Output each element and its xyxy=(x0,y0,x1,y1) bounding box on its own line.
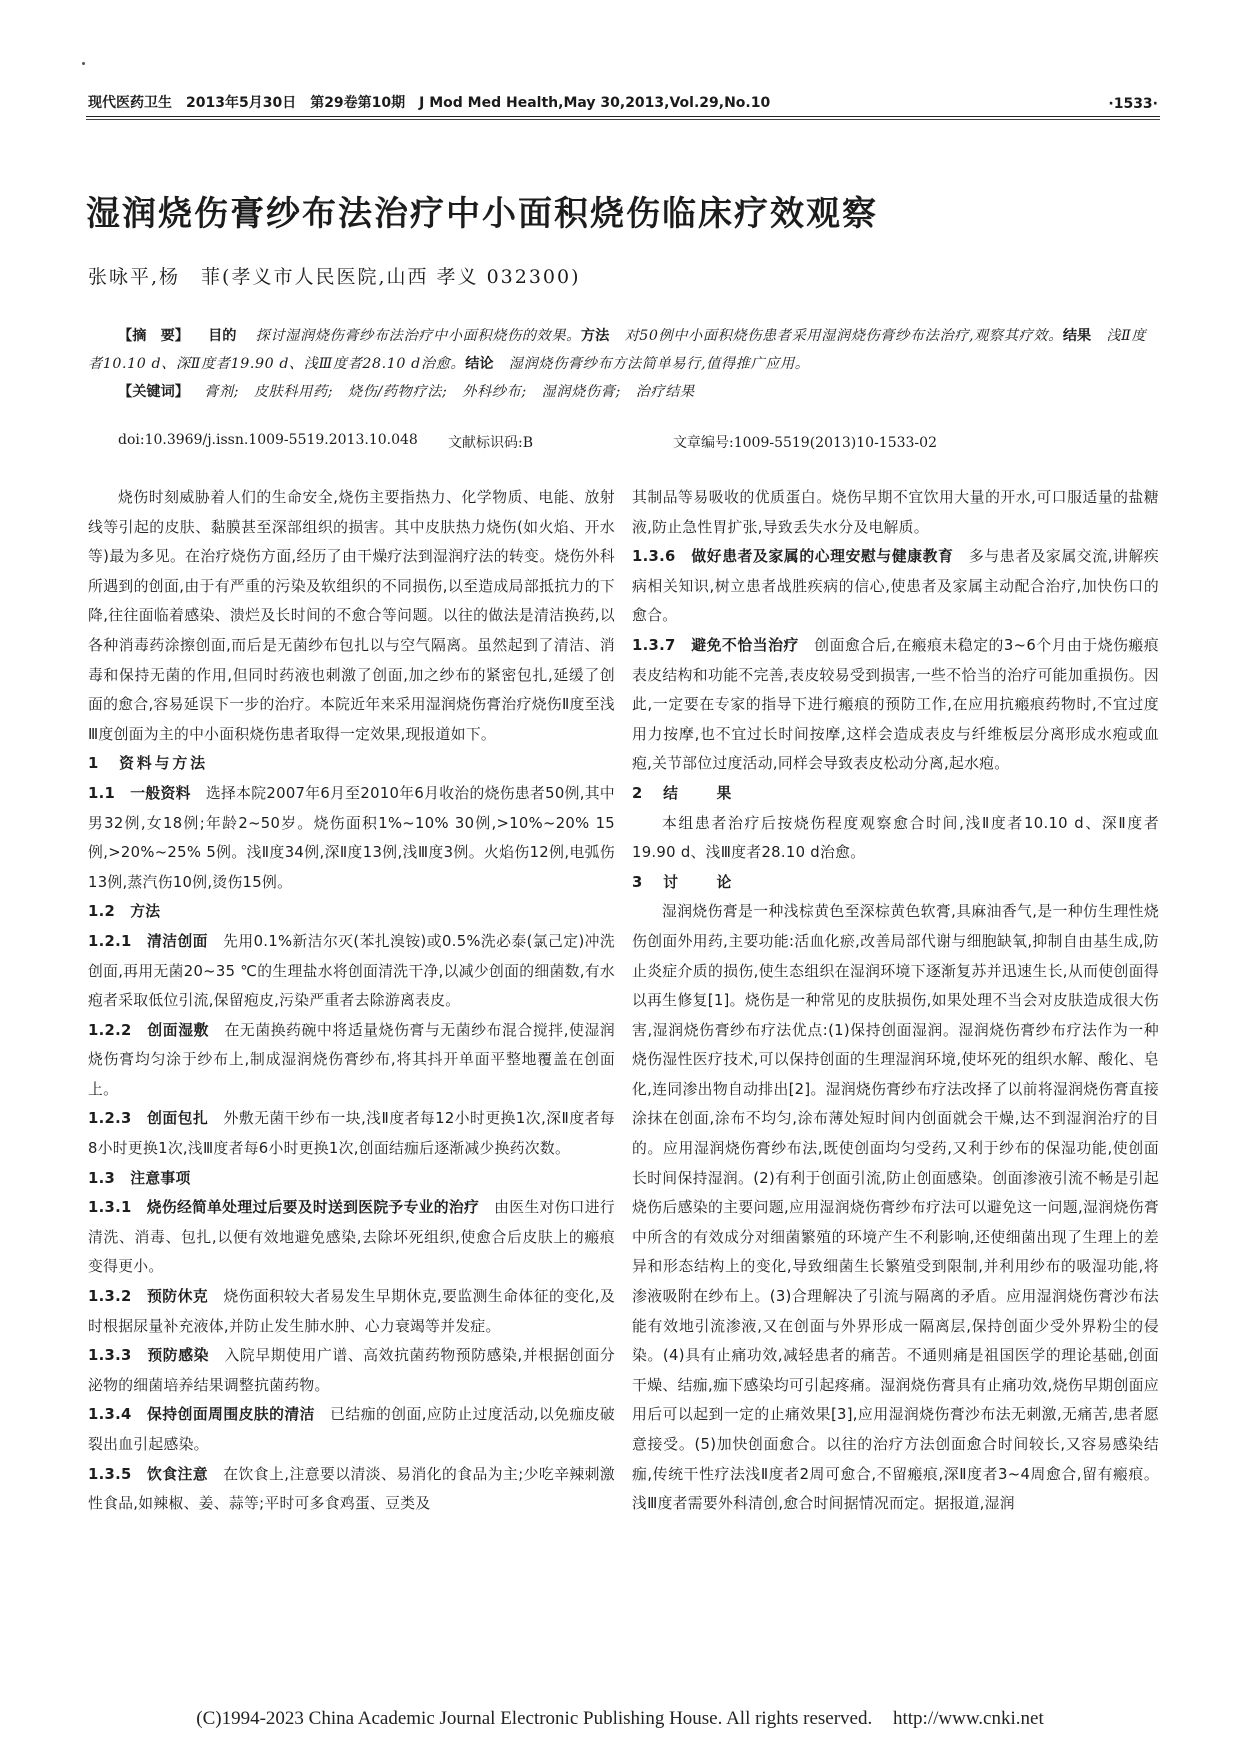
section-1-3-1-heading: 1.3.1 烧伤经简单处理过后要及时送到医院予专业的治疗 xyxy=(88,1199,480,1217)
section-1-3-4-text: 已结痂的创面,应防止过度活动,以免痂皮破裂出血引起感染。 xyxy=(88,1406,615,1453)
section-1-2-2 xyxy=(88,1016,615,1105)
section-1-3-2-heading: 1.3.2 预防休克 xyxy=(88,1288,209,1306)
right-column xyxy=(632,483,1159,1519)
section-1-3-6-text: 多与患者及家属交流,讲解疾病相关知识,树立患者战胜疾病的信心,使患者及家属主动配合治疗,加快伤口的愈合。 xyxy=(632,548,1159,625)
section-1-2-2-heading: 1.2.2 创面湿敷 xyxy=(88,1021,210,1039)
section-1-3-4-heading: 1.3.4 保持创面周围皮肤的清洁 xyxy=(88,1406,315,1424)
method-text: 对50例中小面积烧伤患者采用湿润烧伤膏纱布法治疗,观察其疗效。 xyxy=(624,328,1063,344)
abstract-paragraph xyxy=(88,322,1158,378)
section-1-2-3-heading: 1.2.3 创面包扎 xyxy=(88,1110,209,1128)
objective-text: 探讨湿润烧伤膏纱布法治疗中小面积烧伤的效果。 xyxy=(255,328,581,344)
section-1-3-6 xyxy=(632,542,1159,631)
intro-paragraph: 烧伤时刻威胁着人们的生命安全,烧伤主要指热力、化学物质、电能、放射线等引起的皮肤、黏膜甚至深部组织的损害。其中皮肤热力烧伤(如火焰、开水等)最为多见。在治疗烧伤方面,经历了由干燥疗法到湿润疗法的转变。烧伤外科所遇到的创面,由于有严重的污染及软组织的不同损伤,以至造成局部抵抗力的下降,往往面临着感染、溃烂及长时间的不愈合等问题。以往的做法是清洁换药,以各种消毒药涂擦创面,而后是无菌纱布包扎以与空气隔离。虽然起到了清洁、消毒和保持无菌的作用,但同时药液也刺激了创面,加之纱布的紧密包扎,延缓了创面的愈合,容易延误下一步的治疗。本院近年来采用湿润烧伤膏治疗烧伤Ⅱ度至浅Ⅲ度创面为主的中小面积烧伤患者取得一定效果,现报道如下。 xyxy=(88,489,615,743)
article-number: 文章编号:1009-5519(2013)10-1533-02 xyxy=(673,435,937,451)
section-1-3-7-text: 创面愈合后,在瘢痕未稳定的3~6个月由于烧伤瘢痕表皮结构和功能不完善,表皮较易受到损害,一些不恰当的治疗可能加重损伤。因此,一定要在专家的指导下进行瘢痕的预防工作,在应用抗瘢痕药物时,不宜过度用力按摩,也不宜过长时间按摩,这样会造成表皮与纤维板层分离形成水疱或血疱,关节部位过度活动,同样会导致表皮松动分离,起水疱。 xyxy=(632,636,1159,773)
cnki-url[interactable]: http://www.cnki.net xyxy=(892,1708,1044,1729)
journal-citation: 现代医药卫生 2013年5月30日 第29卷第10期 J Mod Med Health,May 30,2013,Vol.29,No.10 xyxy=(88,95,771,111)
section-1-2-3-text: 外敷无菌干纱布一块,浅Ⅱ度者每12小时更换1次,深Ⅱ度者每8小时更换1次,浅Ⅲ度者每6小时更换1次,创面结痂后逐渐减少换药次数。 xyxy=(88,1110,615,1158)
keywords-paragraph xyxy=(88,378,1158,406)
section-1-3-4 xyxy=(88,1400,615,1459)
section-1-3-3-heading: 1.3.3 预防感染 xyxy=(88,1347,210,1365)
section-3-text: 湿润烧伤膏是一种浅棕黄色至深棕黄色软膏,具麻油香气,是一种仿生理性烧伤创面外用药,主要功能:活血化瘀,改善局部代谢与细胞缺氧,抑制自由基生成,防止炎症介质的损伤,使生态组织在湿润环境下逐渐复苏并迅速生长,从而使创面得以再生修复[1]。烧伤是一种常见的皮肤损伤,如果处理不当会对皮肤造成很大伤害,湿润烧伤膏纱布疗法优点:(1)保持创面湿润。湿润烧伤膏纱布疗法作为一种烧伤湿性医疗技术,可以保持创面的生理湿润环境,使坏死的组织水解、酸化、皂化,连同渗出物自动排出[2]。湿润烧伤膏纱布疗法改择了以前将湿润烧伤膏直接涂抹在创面,涂布不均匀,涂布薄处短时间内创面就会干燥,达不到湿润治疗的目的。应用湿润烧伤膏纱布法,既使创面均匀受药,又利于纱布的保湿功能,使创面长时间保持湿润。(2)有利于创面引流,防止创面感染。创面渗液引流不畅是引起烧伤后感染的主要问题,应用湿润烧伤膏纱布疗法可以避免这一问题,湿润烧伤膏中所含的有效成分对细菌繁殖的环境产生不利影响,还使细菌出现了生理上的差异和形态结构上的变化,导致细菌生长繁殖受到限制,并利用纱布的吸湿功能,将渗液吸附在纱布上。(3)合理解决了引流与隔离的矛盾。应用湿润烧伤膏沙布法能有效地引流渗液,又在创面与外界形成一隔离层,保持创面少受外界粉尘的侵染。(4)具有止痛功效,减轻患者的痛苦。不通则痛是祖国医学的理论基础,创面干燥、结痂,痂下感染均可引起疼痛。湿润烧伤膏具有止痛功效,烧伤早期创面应用后可以起到一定的止痛效果[3],应用湿润烧伤膏沙布法无刺激,无痛苦,患者愿意接受。(5)加快创面愈合。以往的治疗方法创面愈合时间较长,又容易感染结痂,传统干性疗法浅Ⅱ度者2周可愈合,不留瘢痕,深Ⅱ度者3~4周愈合,留有瘢痕。浅Ⅲ度者需要外科清创,愈合时间据情况而定。据报道,湿润 xyxy=(632,903,1159,1513)
header-rule xyxy=(86,116,1160,117)
method-label: 方法 xyxy=(580,328,610,344)
conclusion-label: 结论 xyxy=(465,356,494,372)
doi-text: doi:10.3969/j.issn.1009-5519.2013.10.048 xyxy=(118,432,418,448)
section-1-2-1-heading: 1.2.1 清洁创面 xyxy=(88,932,208,950)
continued-paragraph: 其制品等易吸收的优质蛋白。烧伤早期不宜饮用大量的开水,可口服适量的盐糖液,防止急性胃扩张,导致丢失水分及电解质。 xyxy=(632,489,1159,536)
section-1-3-7-heading: 1.3.7 避免不恰当治疗 xyxy=(632,636,799,654)
section-1-3-2-text: 烧伤面积较大者易发生早期休克,要监测生命体征的变化,及时根据尿量补充液体,并防止发生肺水肿、心力衰竭等并发症。 xyxy=(88,1288,615,1335)
conclusion-text: 湿润烧伤膏纱布方法简单易行,值得推广应用。 xyxy=(508,356,810,372)
section-1-2-1 xyxy=(88,927,615,1016)
section-1-3-1 xyxy=(88,1193,615,1282)
section-1-1 xyxy=(88,779,615,897)
section-1-3-5-heading: 1.3.5 饮食注意 xyxy=(88,1465,209,1483)
section-1-1-heading: 1.1 一般资料 xyxy=(88,784,191,802)
section-1-2-3 xyxy=(88,1104,615,1163)
section-1-2-heading: 1.2 方法 xyxy=(88,903,161,921)
section-1-3-3 xyxy=(88,1341,615,1400)
article-title: 湿润烧伤膏纱布法治疗中小面积烧伤临床疗效观察 xyxy=(86,194,878,234)
section-1-2-2-text: 在无菌换药碗中将适量烧伤膏与无菌纱布混合搅拌,使湿润烧伤膏均匀涂于纱布上,制成湿润烧伤膏纱布,将其抖开单面平整地覆盖在创面上。 xyxy=(88,1021,615,1098)
scan-dot xyxy=(82,62,85,65)
section-1-3-3-text: 入院早期使用广谱、高效抗菌药物预防感染,并根据创面分泌物的细菌培养结果调整抗菌药物。 xyxy=(88,1347,615,1394)
keywords-text: 膏剂; 皮肤科用药; 烧伤/药物疗法; 外科纱布; 湿润烧伤膏; 治疗结果 xyxy=(204,384,695,400)
section-1-3-1-text: 由医生对伤口进行清洗、消毒、包扎,以便有效地避免感染,去除坏死组织,使愈合后皮肤上的瘢痕变得更小。 xyxy=(88,1199,615,1276)
keywords-label: 【关键词】 xyxy=(118,384,189,400)
section-2-text: 本组患者治疗后按烧伤程度观察愈合时间,浅Ⅱ度者10.10 d、深Ⅱ度者19.90 d、浅Ⅲ度者28.10 d治愈。 xyxy=(632,814,1159,862)
section-1-3-5 xyxy=(88,1460,615,1519)
objective-label: 目的 xyxy=(208,328,237,344)
left-column xyxy=(88,483,615,1519)
abstract-label: 【摘 要】 xyxy=(118,328,189,344)
doc-code: 文献标识码:B xyxy=(448,435,534,451)
abstract-block xyxy=(88,322,1158,406)
copyright-text: (C)1994-2023 China Academic Journal Electronic Publishing House. All rights reserved. xyxy=(196,1708,873,1729)
running-header xyxy=(88,92,1158,112)
section-1-2-1-text: 先用0.1%新洁尔灭(苯扎溴铵)或0.5%洗必泰(氯己定)冲洗创面,再用无菌20~35 ℃的生理盐水将创面清洗干净,以减少创面的细菌数,有水疱者采取低位引流,保留疱皮,污染严重者去除游离表皮。 xyxy=(88,932,615,1010)
section-2-heading: 2 结 果 xyxy=(632,784,735,802)
section-1-3-7 xyxy=(632,631,1159,779)
page-number: ·1533· xyxy=(1108,96,1158,112)
header-rule-thin xyxy=(86,119,1160,120)
section-1-3-6-heading: 1.3.6 做好患者及家属的心理安慰与健康教育 xyxy=(632,548,954,566)
copyright-footer xyxy=(0,1708,1240,1730)
section-1-heading: 1 资料与方法 xyxy=(88,755,209,773)
authors-affiliation: 张咏平,杨 菲(孝义市人民医院,山西 孝义 032300) xyxy=(88,266,581,288)
result-text: 浅Ⅱ度者10.10 d、深Ⅱ度者19.90 d、浅Ⅲ度者28.10 d治愈。 xyxy=(88,328,1147,372)
section-3-heading: 3 讨 论 xyxy=(632,873,735,891)
section-1-1-text: 选择本院2007年6月至2010年6月收治的烧伤患者50例,其中男32例,女18例;年龄2~50岁。烧伤面积1%~10% 30例,>10%~20% 15例,>20%~25% 5例。浅Ⅱ度34例,深Ⅱ度13例,浅Ⅲ度3例。火焰伤12例,电弧伤13例,蒸汽伤10例,烫伤15例。 xyxy=(88,784,615,891)
section-1-3-heading: 1.3 注意事项 xyxy=(88,1169,191,1187)
section-1-3-5-text: 在饮食上,注意要以清淡、易消化的食品为主;少吃辛辣刺激性食品,如辣椒、姜、蒜等;平时可多食鸡蛋、豆类及 xyxy=(88,1465,615,1513)
result-label: 结果 xyxy=(1062,328,1092,344)
section-1-3-2 xyxy=(88,1282,615,1341)
